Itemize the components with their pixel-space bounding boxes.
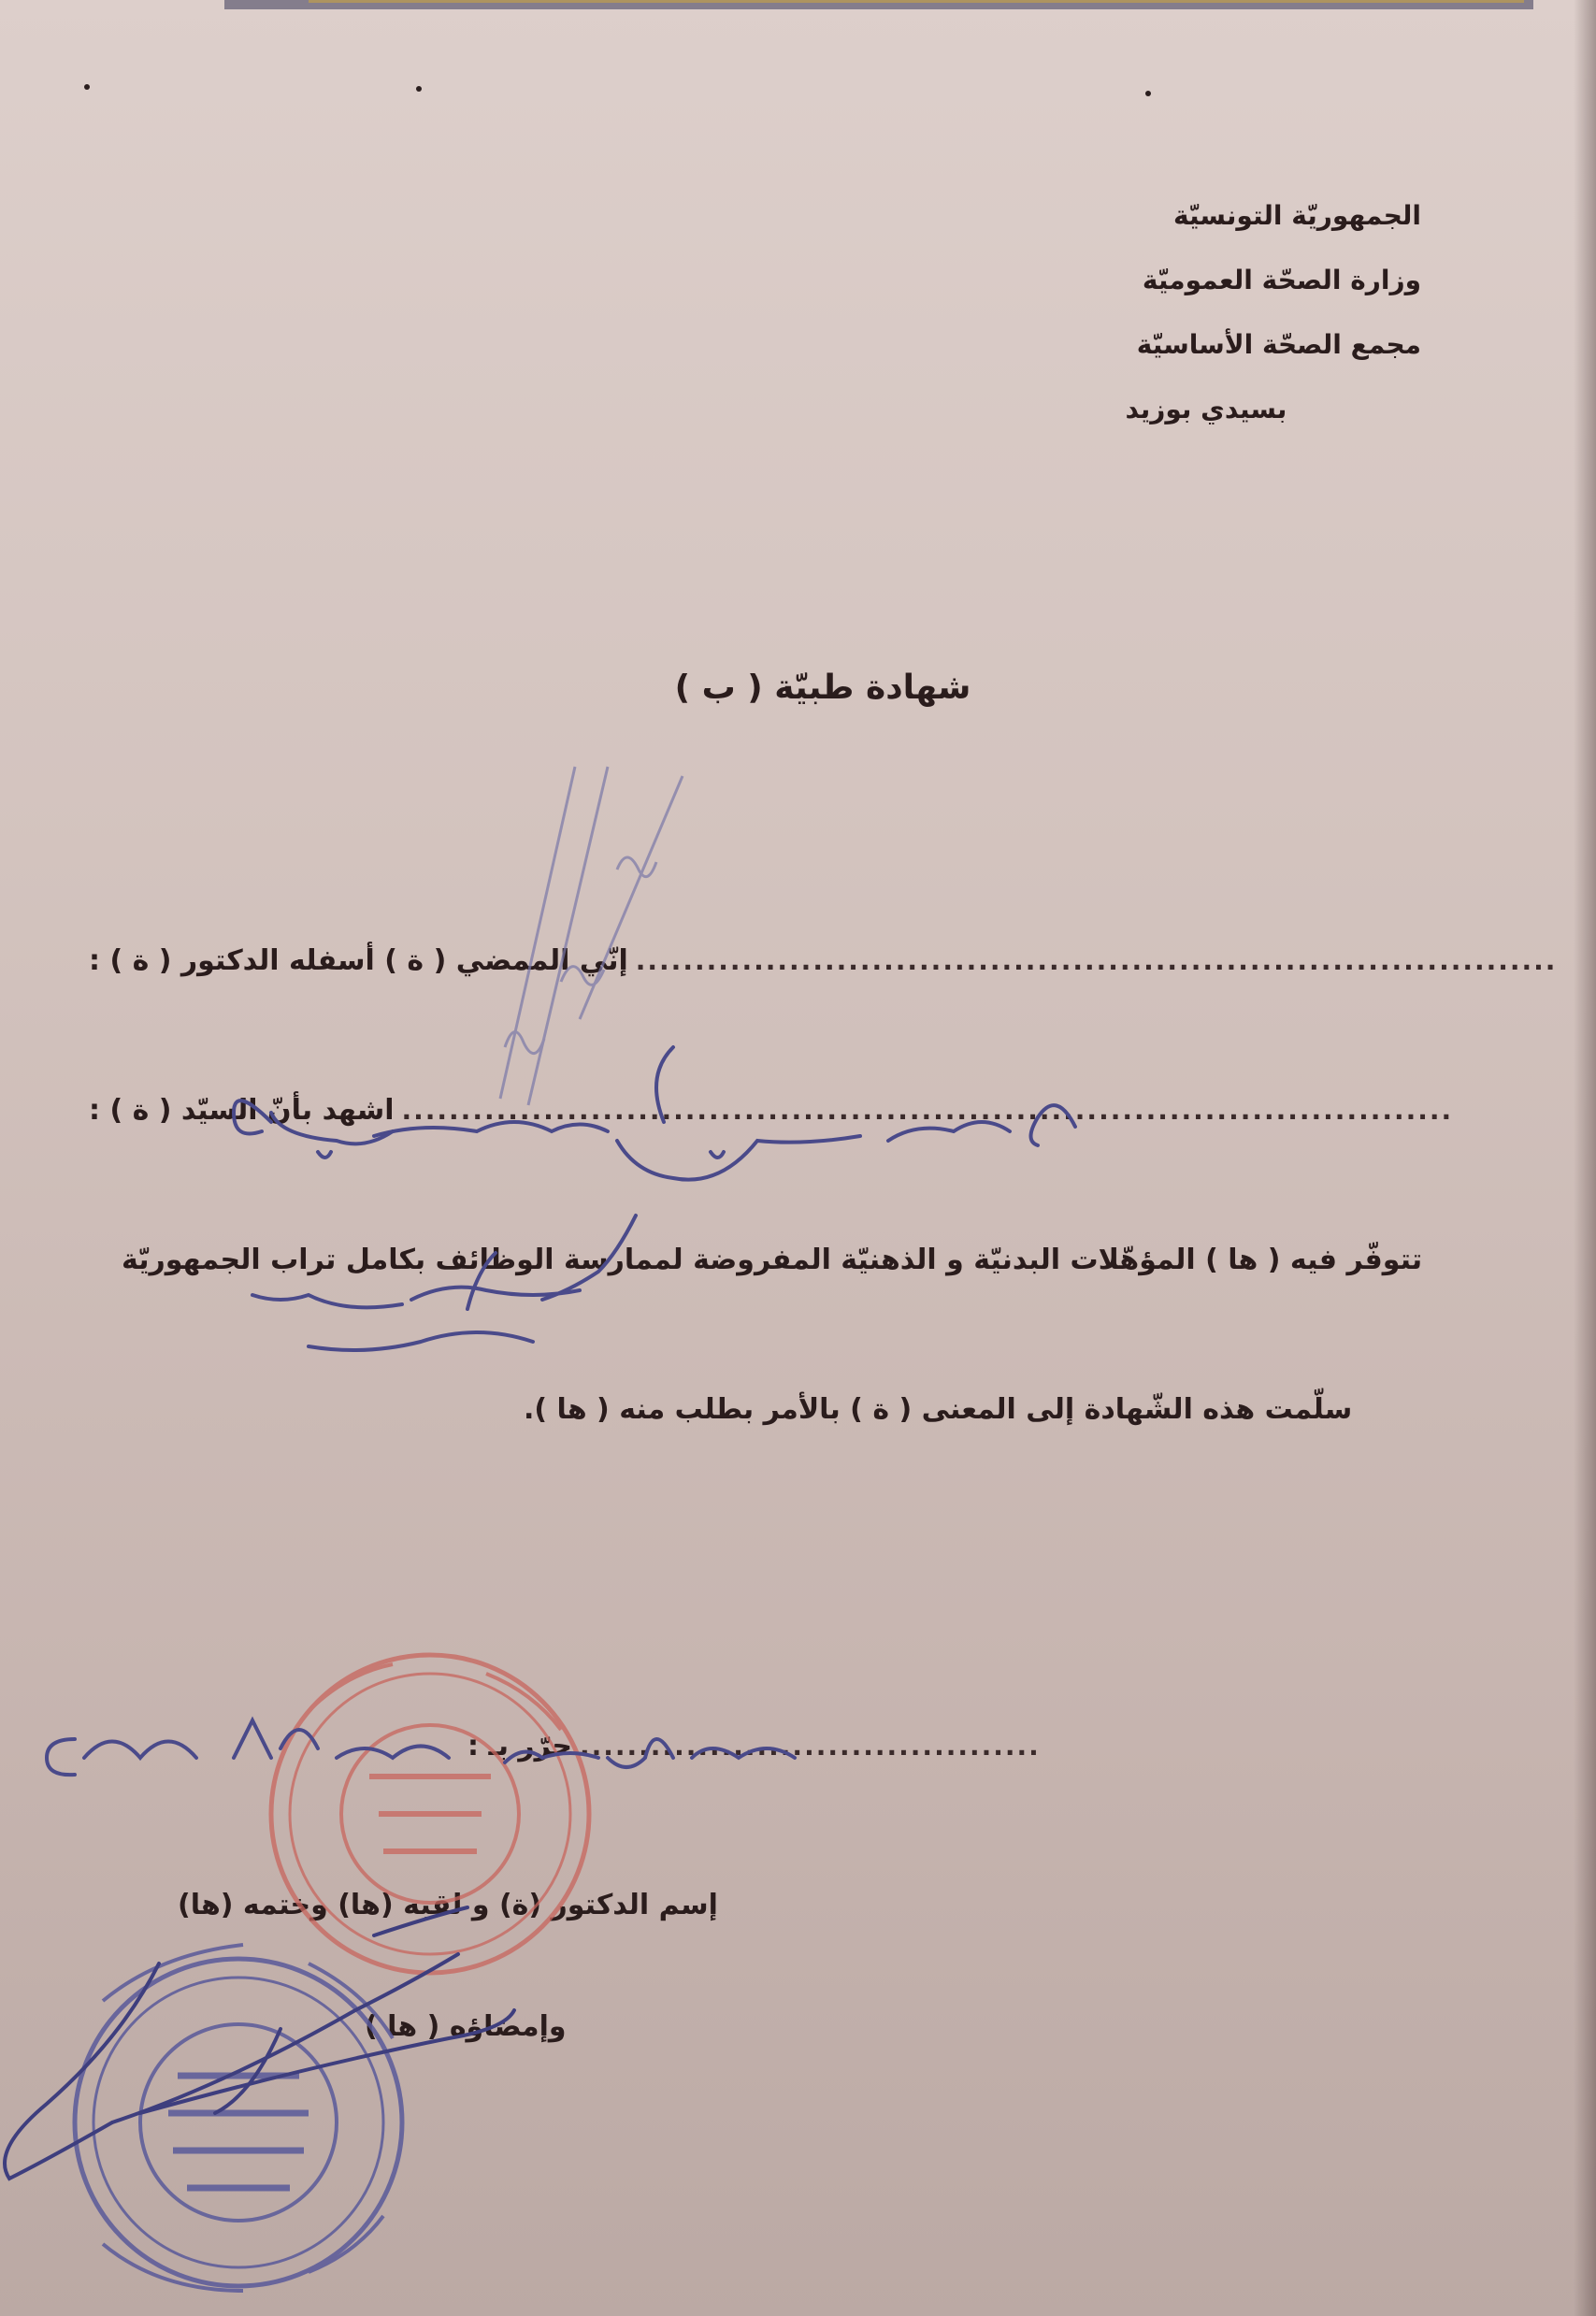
fitness-statement-text: تتوفّر فيه ( ها ) المؤهّلات البدنيّة و الذهنيّة المفروضة لممارسة الوظائف بكامل تراب الجمهوريّة [122,1244,1423,1276]
issuer-header [991,183,1421,441]
header-health-center: مجمع الصحّة الأساسيّة [1136,329,1421,360]
paper-speck [1145,91,1151,96]
signature-line [365,2010,589,2043]
header-city: بسيدي بوزيد [1125,394,1287,424]
patient-line-blank: ......................................................................................... [401,1095,1454,1126]
paper-speck [84,84,90,90]
doctor-name-stamp-line [178,1889,767,1921]
written-at-label: حرّر بـ : [467,1730,572,1762]
doctor-name-stamp-label: إسم الدكتور (ة) و لقبه (ها) وختمه (ها) [178,1889,718,1921]
header-ministry: وزارة الصحّة العموميّة [1142,265,1421,295]
issuance-statement [524,1393,1459,1426]
doctor-line-blank: .............................................................................. [635,945,1558,976]
doctor-line [89,944,1558,977]
document-title: شهادة طبيّة ( ب ) [674,669,971,707]
patient-line-label: اشهد بأنّ السيّد ( ة ) : [89,1094,395,1127]
paper-speck [416,86,422,92]
written-at-blank: ....................................... [579,1731,1041,1762]
patient-line [89,1094,1519,1127]
paper-shadow [1574,0,1596,2316]
written-at-line [467,1730,1041,1762]
doctor-line-label: إنّي الممضي ( ة ) أسفله الدكتور ( ة ) : [89,944,628,977]
fitness-statement [122,1244,1519,1276]
signature-label: وإمضاؤه ( ها ) [365,2010,567,2043]
issuance-statement-text: سلّمت هذه الشّهادة إلى المعنى ( ة ) بالأمر بطلب منه ( ها ). [524,1393,1353,1426]
folder-edge-trim [309,0,1524,3]
header-republic: الجمهوريّة التونسيّة [1173,200,1421,231]
